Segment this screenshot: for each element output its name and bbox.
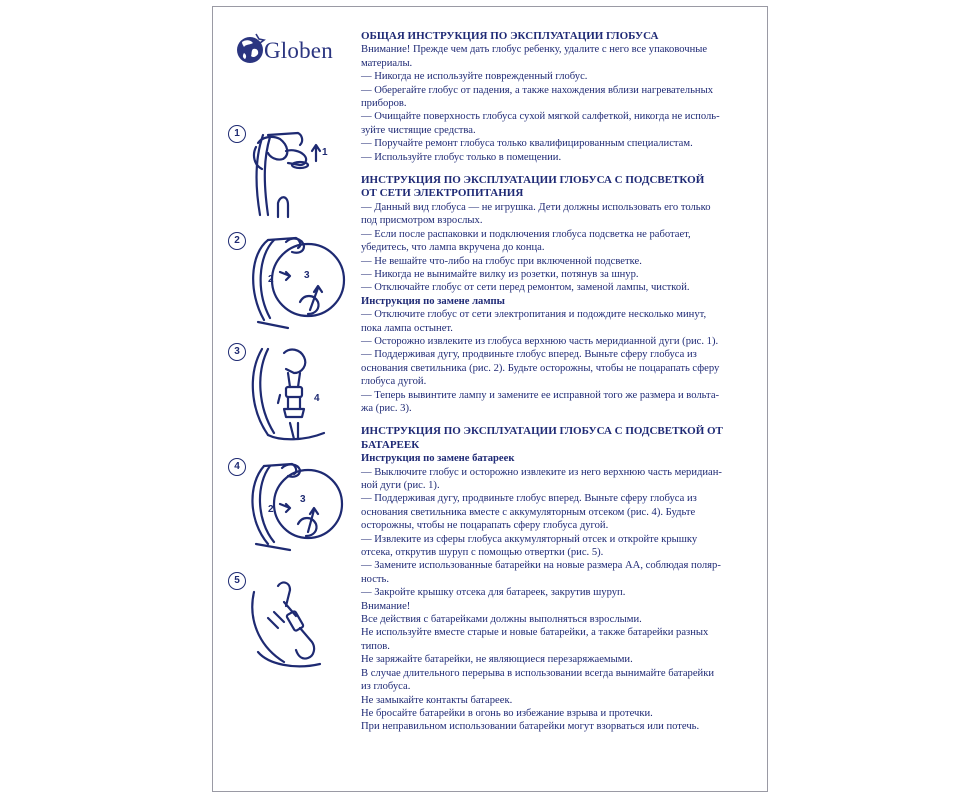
section-3-sub-line: Не замыкайте контакты батареек. (361, 694, 513, 706)
section-3-sub-line: — Замените использованные батарейки на новые размера АА, соблюдая поляр- (361, 560, 721, 572)
section-3-sub-line: — Выключите глобус и осторожно извлеките из него верхнюю часть меридиан- (361, 466, 722, 478)
section-3-sub-line: В случае длительного перерыва в использовании всегда вынимайте батарейки (361, 667, 715, 679)
section-3-sub-line: отсека, открутив шуруп с помощью отвертки (рис. 5). (361, 547, 604, 559)
section-3-sub-line: Внимание! (361, 600, 411, 612)
svg-text:1: 1 (322, 147, 328, 158)
section-2-sub-line: основания светильника (рис. 2). Будьте осторожны, чтобы не поцарапать сферу (361, 362, 720, 374)
section-2-subtitle: Инструкция по замене лампы (361, 295, 505, 307)
section-3-sub-line: Не бросайте батарейки в огонь во избежание взрыва и протечки. (361, 707, 653, 719)
figure-2 (228, 232, 338, 332)
figure-3-number: 3 (228, 343, 246, 361)
section-3-sub-line: ной дуги (рис. 1). (361, 480, 440, 491)
figure-5-number: 5 (228, 572, 246, 590)
hands-removing-sphere-icon (228, 232, 338, 332)
section-1-line: — Очищайте поверхность глобуса сухой мягкой салфеткой, никогда не исполь- (361, 111, 720, 123)
section-1-line: Внимание! Прежде чем дать глобус ребенку, удалите с него все упаковочные (361, 44, 708, 56)
figure-1 (228, 125, 338, 225)
globe-logo-icon (234, 30, 266, 70)
hand-lifting-arc-icon (228, 125, 338, 225)
svg-text:2: 2 (268, 274, 274, 285)
svg-text:3: 3 (300, 494, 306, 505)
svg-text:3: 3 (304, 270, 310, 281)
section-3-sub-line: типов. (361, 640, 390, 652)
brand-name: Globen (264, 38, 333, 63)
section-2-line: — Не вешайте что-либо на глобус при включенной подсветке. (361, 255, 642, 267)
section-2-sub-line: пока лампа остынет. (361, 322, 453, 334)
section-3-subtitle: Инструкция по замене батареек (361, 453, 515, 465)
svg-text:4: 4 (314, 393, 320, 404)
section-2-sub-line: — Осторожно извлеките из глобуса верхнюю часть меридианной дуги (рис. 1). (361, 335, 719, 347)
section-2-title: ИНСТРУКЦИЯ ПО ЭКСПЛУАТАЦИИ ГЛОБУСА С ПОДСВЕТКОЙ (361, 174, 705, 187)
section-2-sub-line: — Поддерживая дугу, продвиньте глобус вперед. Выньте сферу глобуса из (361, 349, 697, 361)
section-2-line: — Если после распаковки и подключения глобуса подсветка не работает, (361, 228, 691, 240)
section-3-sub-line: осторожны, чтобы не поцарапать сферу глобуса дугой. (361, 520, 609, 532)
figure-4 (228, 458, 338, 558)
hand-unscrewing-lamp-icon (228, 343, 338, 443)
figure-5 (228, 572, 338, 672)
section-3-sub-line: — Поддерживая дугу, продвиньте глобус вперед. Выньте сферу глобуса из (361, 493, 697, 505)
figure-1-number: 1 (228, 125, 246, 143)
section-1-line: — Никогда не используйте поврежденный глобус. (361, 71, 588, 83)
section-2-title: ОТ СЕТИ ЭЛЕКТРОПИТАНИЯ (361, 187, 524, 200)
section-1-line: — Используйте глобус только в помещении. (361, 151, 562, 163)
section-3-sub-line: Не используйте вместе старые и новые батарейки, а также батарейки разных (361, 627, 709, 639)
section-1-line: зуйте чистящие средства. (361, 124, 476, 136)
section-3-sub-line: ность. (361, 573, 390, 585)
section-3-title: БАТАРЕЕК (361, 438, 420, 451)
section-2-line: — Данный вид глобуса — не игрушка. Дети должны использовать его только (361, 201, 711, 213)
instruction-text (361, 30, 751, 734)
section-2-sub-line: — Отключите глобус от сети электропитания и подождите несколько минут, (361, 309, 707, 321)
section-3-title: ИНСТРУКЦИЯ ПО ЭКСПЛУАТАЦИИ ГЛОБУСА С ПОДСВЕТКОЙ ОТ (361, 425, 723, 438)
section-2-line: — Никогда не вынимайте вилку из розетки, потянув за шнур. (361, 268, 639, 280)
section-2-sub-line: жа (рис. 3). (361, 402, 412, 414)
section-2-line: убедитесь, что лампа вкручена до конца. (361, 242, 545, 254)
figure-4-number: 4 (228, 458, 246, 476)
section-1-line: материалы. (361, 57, 413, 69)
section-2-line: под присмотром взрослых. (361, 215, 483, 227)
hands-removing-sphere-battery-icon (228, 458, 338, 558)
section-1-line: — Поручайте ремонт глобуса только квалифицированным специалистам. (361, 138, 693, 150)
section-2-sub-line: — Теперь вывинтите лампу и замените ее исправной того же размера и вольта- (361, 389, 720, 401)
screwdriver-battery-compartment-icon (228, 572, 338, 672)
section-1-line: — Оберегайте глобус от падения, а также нахождения вблизи нагревательных (361, 84, 714, 96)
section-1-title: ОБЩАЯ ИНСТРУКЦИЯ ПО ЭКСПЛУАТАЦИИ ГЛОБУСА (361, 30, 659, 42)
section-2-sub-line: глобуса дугой. (361, 376, 427, 388)
figure-3 (228, 343, 338, 443)
section-1-line: приборов. (361, 98, 407, 110)
section-3-sub-line: Все действия с батарейками должны выполняться взрослыми. (361, 614, 642, 626)
section-3-sub-line: — Извлеките из сферы глобуса аккумуляторный отсек и откройте крышку (361, 533, 698, 545)
section-3-sub-line: из глобуса. (361, 681, 411, 693)
section-2-line: — Отключайте глобус от сети перед ремонтом, заменой лампы, чисткой. (361, 282, 690, 294)
figure-2-number: 2 (228, 232, 246, 250)
svg-text:2: 2 (268, 504, 274, 515)
section-3-sub-line: При неправильном использовании батарейки могут взорваться или потечь. (361, 721, 700, 733)
brand-logo (234, 30, 344, 76)
section-3-sub-line: — Закройте крышку отсека для батареек, закрутив шуруп. (361, 587, 626, 599)
section-3-sub-line: основания светильника вместе с аккумуляторным отсеком (рис. 4). Будьте (361, 506, 696, 518)
section-3-sub-line: Не заряжайте батарейки, не являющиеся перезаряжаемыми. (361, 654, 633, 666)
